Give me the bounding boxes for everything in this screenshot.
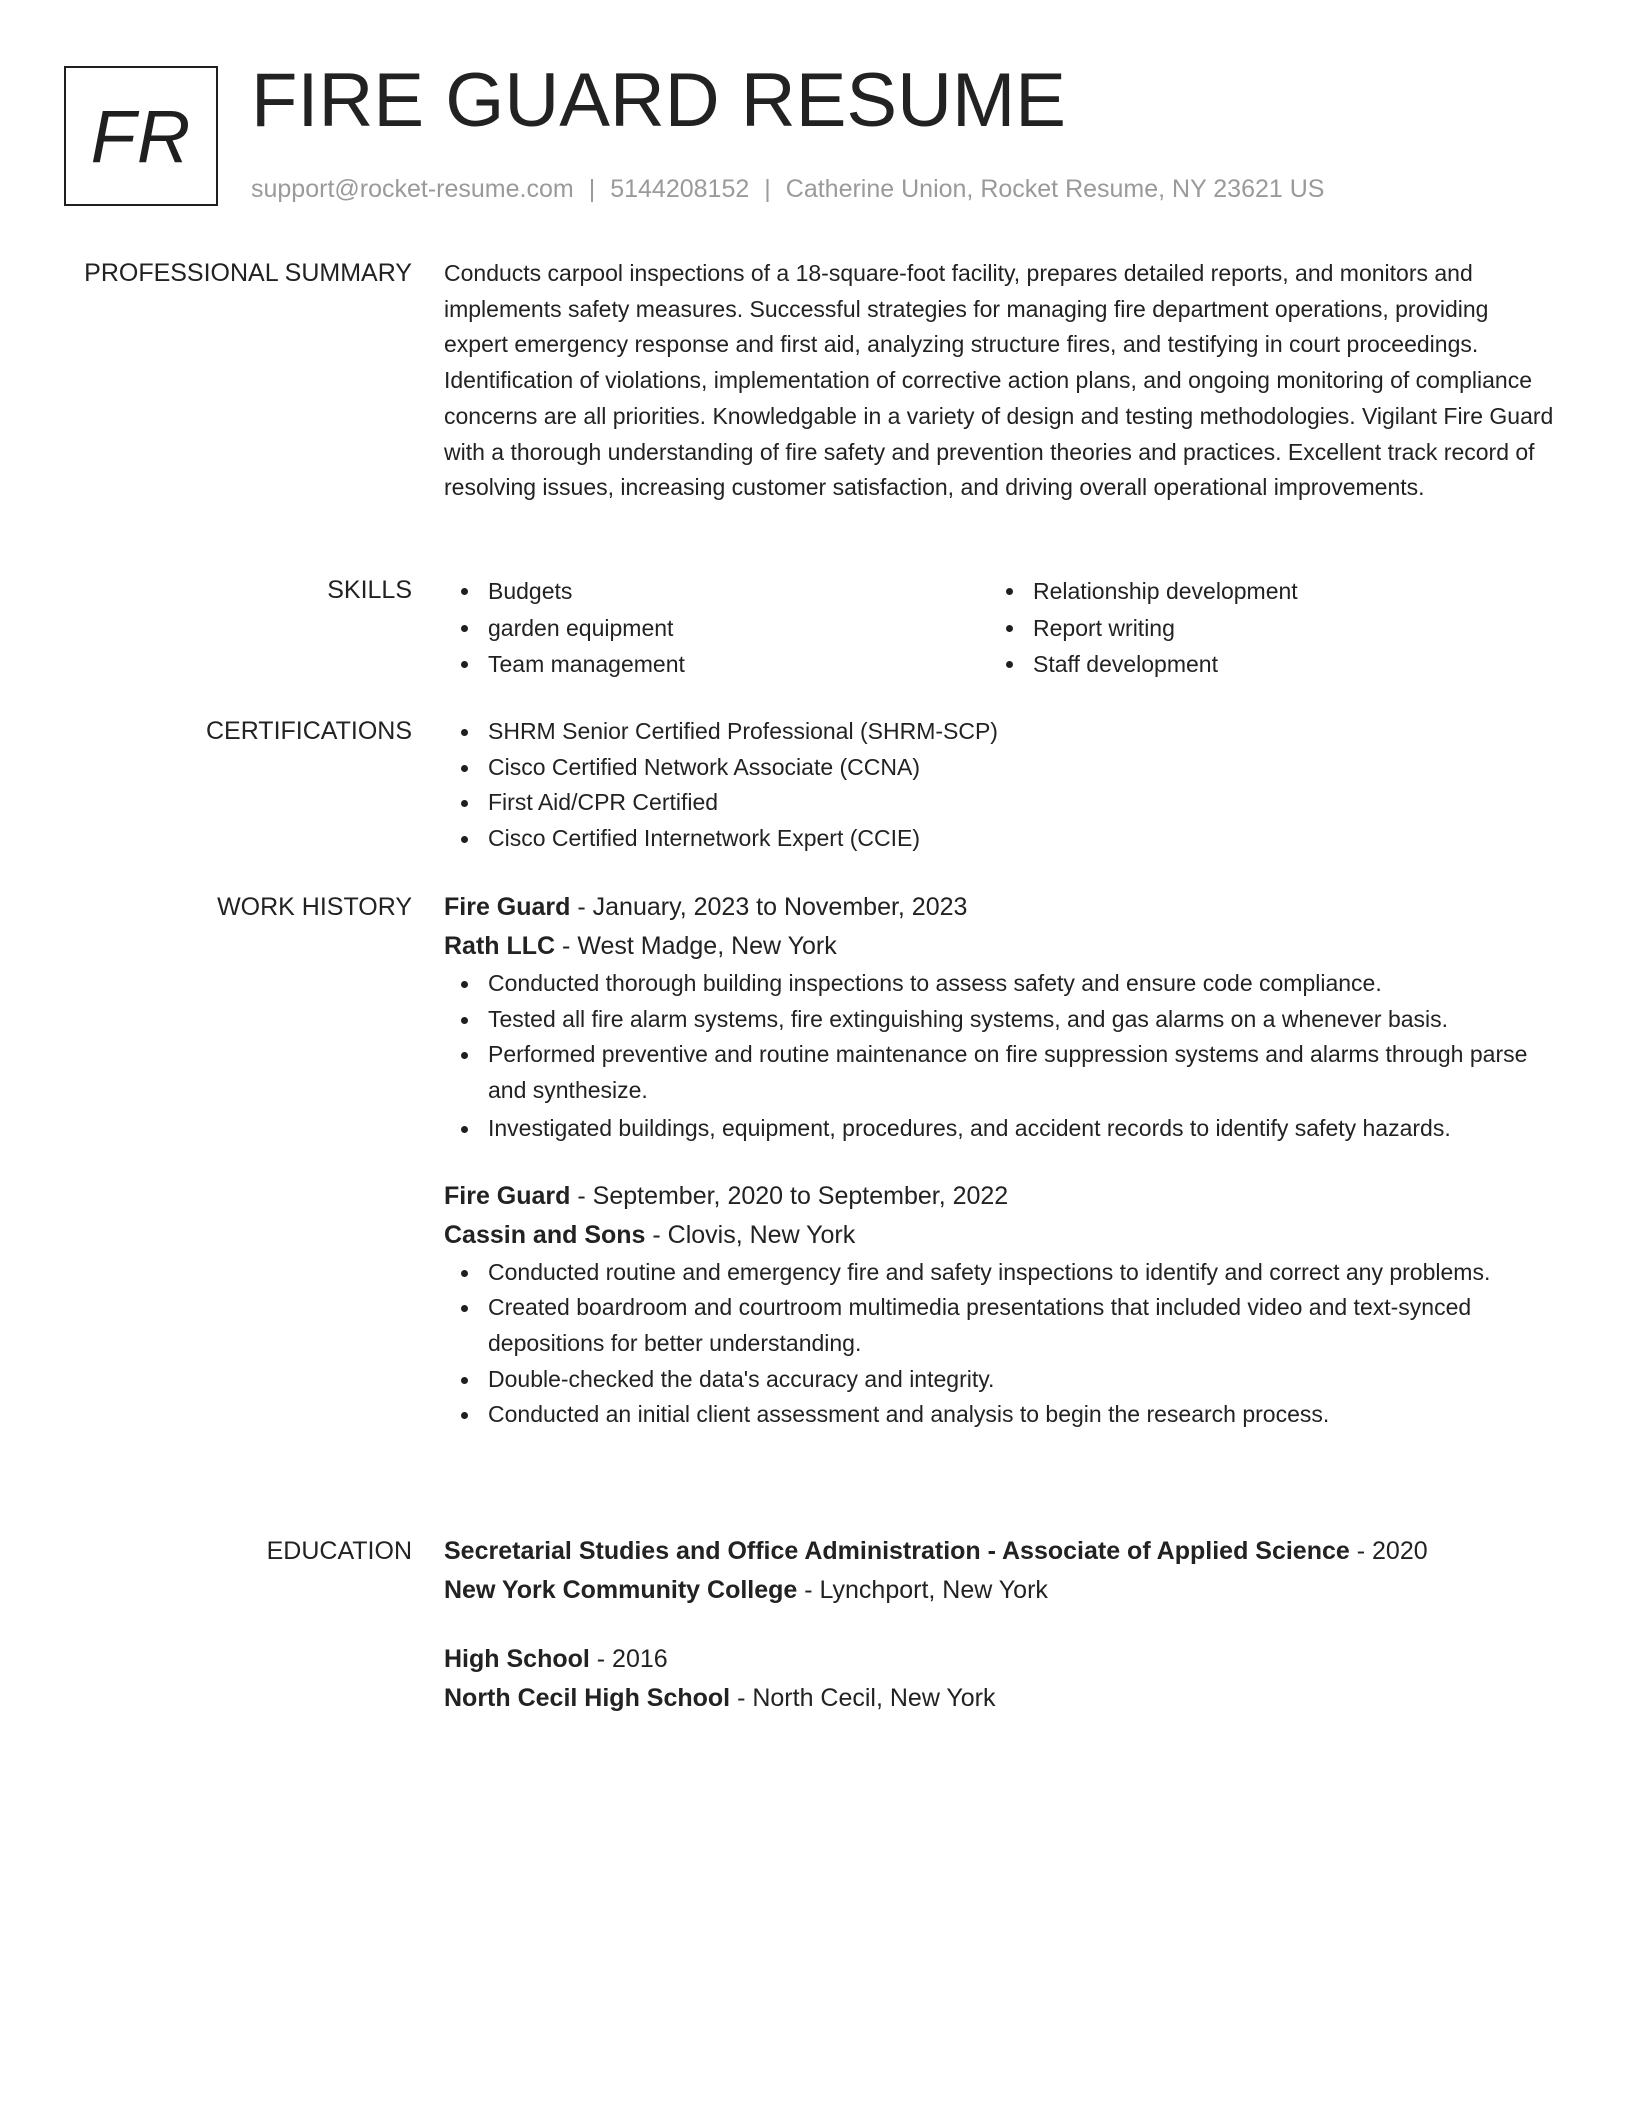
certification-item: Cisco Certified Internetwork Expert (CCIE) — [444, 821, 1556, 857]
job-title: Fire Guard — [444, 893, 571, 921]
contact-separator: | — [588, 175, 596, 203]
certification-item: Cisco Certified Network Associate (CCNA) — [444, 750, 1556, 786]
job-duty-item: Conducted an initial client assessment and analysis to begin the research process. — [444, 1397, 1556, 1433]
certification-item: First Aid/CPR Certified — [444, 785, 1556, 821]
education-year: - 2020 — [1349, 1537, 1428, 1565]
education-degree-line — [444, 1640, 1556, 1679]
education-school: New York Community College — [444, 1576, 798, 1604]
job-entry — [444, 888, 1556, 1147]
section-label-work-history: WORK HISTORY — [217, 893, 412, 921]
job-title-line — [444, 1177, 1556, 1216]
education-location: - Lynchport, New York — [797, 1576, 1048, 1604]
job-location: - Clovis, New York — [645, 1220, 856, 1249]
contact-line — [251, 172, 1324, 206]
education-body — [444, 1532, 1556, 1718]
resume-title: FIRE GUARD RESUME — [251, 58, 1066, 143]
skill-item: Staff development — [989, 646, 1534, 683]
job-entry — [444, 1177, 1556, 1434]
certifications-list — [444, 714, 1556, 857]
job-location: - West Madge, New York — [555, 932, 837, 960]
contact-phone: 5144208152 — [610, 175, 750, 203]
job-dates: - January, 2023 to November, 2023 — [570, 893, 968, 921]
job-duty-item: Conducted thorough building inspections to assess safety and ensure code compliance. — [444, 966, 1556, 1002]
job-company-line — [444, 927, 1556, 966]
section-label-skills: SKILLS — [327, 576, 412, 604]
job-duty-item: Conducted routine and emergency fire and safety inspections to identify and correct any problems. — [444, 1255, 1556, 1291]
job-company: Cassin and Sons — [444, 1220, 646, 1249]
job-title-line — [444, 888, 1556, 927]
skills-list-right — [989, 573, 1534, 683]
job-duty-item: Double-checked the data's accuracy and integrity. — [444, 1362, 1556, 1398]
education-school-line — [444, 1679, 1556, 1718]
job-duty-item: Created boardroom and courtroom multimedia presentations that included video and text-synced depositions for better understanding. — [444, 1290, 1556, 1361]
education-entry — [444, 1640, 1556, 1718]
monogram-badge: FR — [64, 66, 218, 206]
section-label-education: EDUCATION — [266, 1537, 412, 1565]
skill-item: Relationship development — [989, 573, 1534, 610]
contact-email: support@rocket-resume.com — [251, 175, 574, 203]
education-entry — [444, 1532, 1556, 1610]
education-year: - 2016 — [589, 1645, 668, 1673]
certification-item: SHRM Senior Certified Professional (SHRM-SCP) — [444, 714, 1556, 750]
certifications-body — [444, 714, 1556, 857]
section-label-summary: PROFESSIONAL SUMMARY — [84, 259, 412, 287]
section-label-certifications: CERTIFICATIONS — [205, 717, 412, 745]
job-company-line — [444, 1216, 1556, 1255]
skills-body — [444, 573, 1556, 683]
education-school-line — [444, 1571, 1556, 1610]
work-history-body — [444, 888, 1556, 1433]
education-degree: Secretarial Studies and Office Administration - Associate of Applied Science — [444, 1537, 1350, 1565]
skill-item: Team management — [444, 646, 989, 683]
job-duties-list — [444, 966, 1556, 1147]
job-duties-list — [444, 1255, 1556, 1434]
skill-item: garden equipment — [444, 610, 989, 647]
job-duty-item: Investigated buildings, equipment, procedures, and accident records to identify safety hazards. — [444, 1111, 1556, 1147]
skill-item: Budgets — [444, 573, 989, 610]
job-dates: - September, 2020 to September, 2022 — [570, 1181, 1009, 1210]
education-school: North Cecil High School — [444, 1684, 731, 1712]
contact-separator: | — [764, 175, 771, 203]
job-duty-item: Tested all fire alarm systems, fire extinguishing systems, and gas alarms on a whenever basis. — [444, 1002, 1556, 1038]
job-title: Fire Guard — [444, 1181, 571, 1210]
education-degree: High School — [444, 1645, 590, 1673]
skill-item: Report writing — [989, 610, 1534, 647]
education-location: - North Cecil, New York — [730, 1684, 996, 1712]
education-degree-line — [444, 1532, 1556, 1571]
summary-body — [444, 256, 1556, 506]
skills-list-left — [444, 573, 989, 683]
job-company: Rath LLC — [444, 932, 556, 960]
summary-text: Conducts carpool inspections of a 18-square-foot facility, prepares detailed reports, and monitors and implements safety measures. Successful strategies for managing fire department operations, providing expert emergency response and first aid, analyzing structure fires, and testifying in court proceedings. Identification of violations, implementation of corrective action plans, and ongoing monitoring of compliance concerns are all priorities. Knowledgable in a variety of design and testing methodologies. Vigilant Fire Guard with a thorough understanding of fire safety and prevention theories and practices. Excellent track record of resolving issues, increasing customer satisfaction, and driving overall operational improvements. — [444, 260, 1554, 501]
job-duty-item: Performed preventive and routine maintenance on fire suppression systems and alarms through parse and synthesize. — [444, 1037, 1556, 1108]
contact-address: Catherine Union, Rocket Resume, NY 23621 US — [785, 175, 1325, 203]
